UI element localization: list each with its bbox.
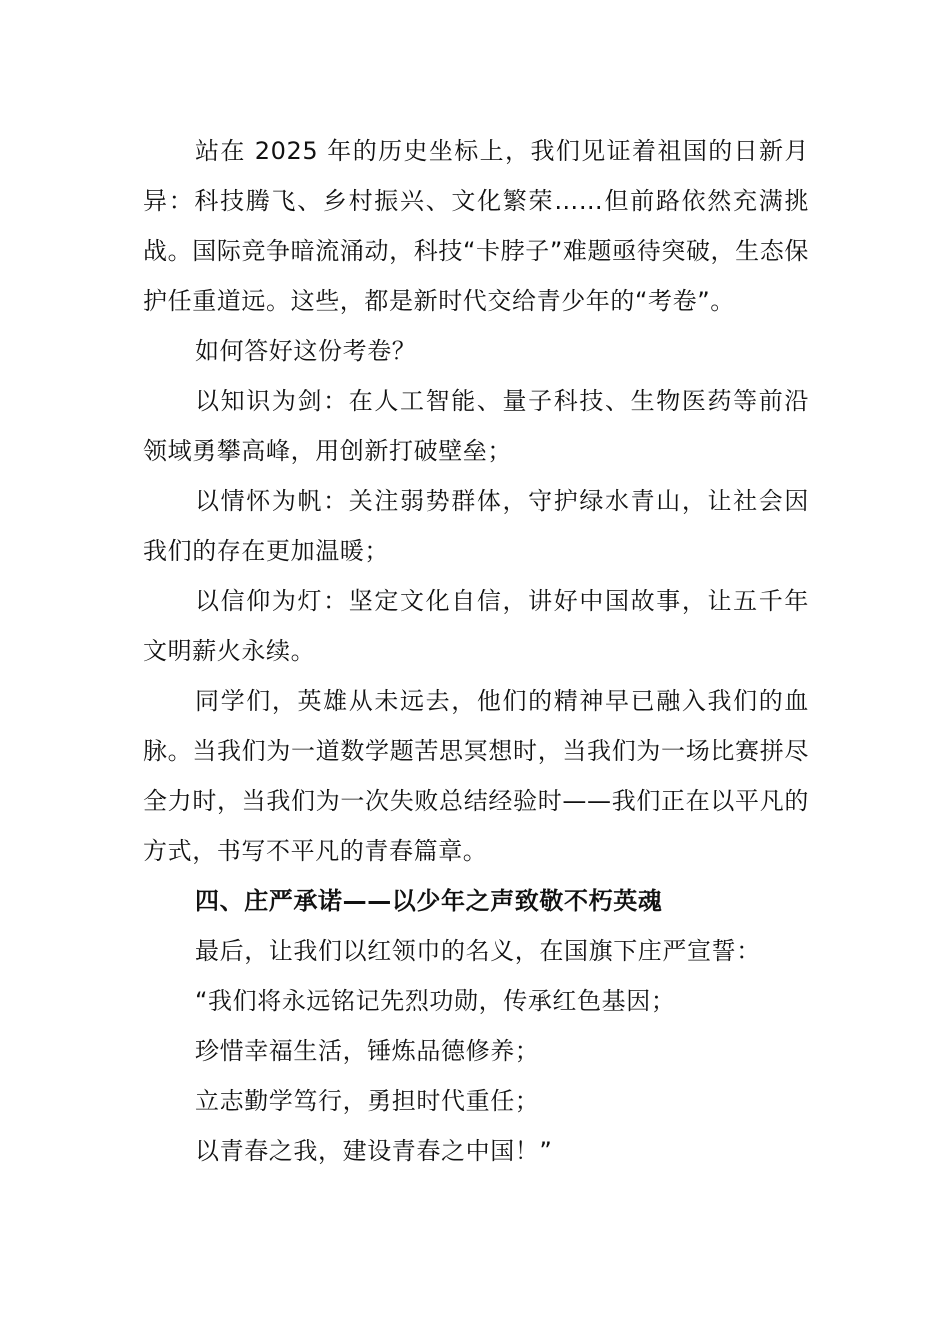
pledge-line-2: 珍惜幸福生活，锤炼品德修养； [195,1037,540,1065]
pledge-line-1: “我们将永远铭记先烈功勋，传承红色基因； [195,987,676,1015]
paragraph-classmates: 同学们，英雄从未远去，他们的精神早已融入我们的血脉。当我们为一道数学题苦思冥想时，当我们为一场比赛拼尽全力时，当我们为一次失败总结经验时——我们正在以平凡的方式，书写不平凡的青春篇章。 [143,687,809,865]
section-heading: 四、庄严承诺——以少年之声致敬不朽英魂 [195,887,663,915]
closing-intro: 最后，让我们以红领巾的名义，在国旗下庄严宣誓： [195,937,761,965]
pledge-line-4: 以青春之我，建设青春之中国！” [195,1137,553,1165]
document-page [143,126,809,1176]
paragraph-question: 如何答好这份考卷？ [195,337,417,365]
paragraph-knowledge: 以知识为剑：在人工智能、量子科技、生物医药等前沿领域勇攀高峰，用创新打破壁垒； [143,387,809,465]
pledge-line-3: 立志勤学笃行，勇担时代重任； [195,1087,540,1115]
paragraph-historical-coordinate: 站在 2025 年的历史坐标上，我们见证着祖国的日新月异：科技腾飞、乡村振兴、文化繁荣……但前路依然充满挑战。国际竞争暗流涌动，科技“卡脖子”难题亟待突破，生态保护任重道远。这些，都是新时代交给青少年的“考卷”。 [143,137,809,315]
paragraph-faith: 以信仰为灯：坚定文化自信，讲好中国故事，让五千年文明薪火永续。 [143,587,809,665]
paragraph-sentiment: 以情怀为帆：关注弱势群体，守护绿水青山，让社会因我们的存在更加温暖； [143,487,809,565]
